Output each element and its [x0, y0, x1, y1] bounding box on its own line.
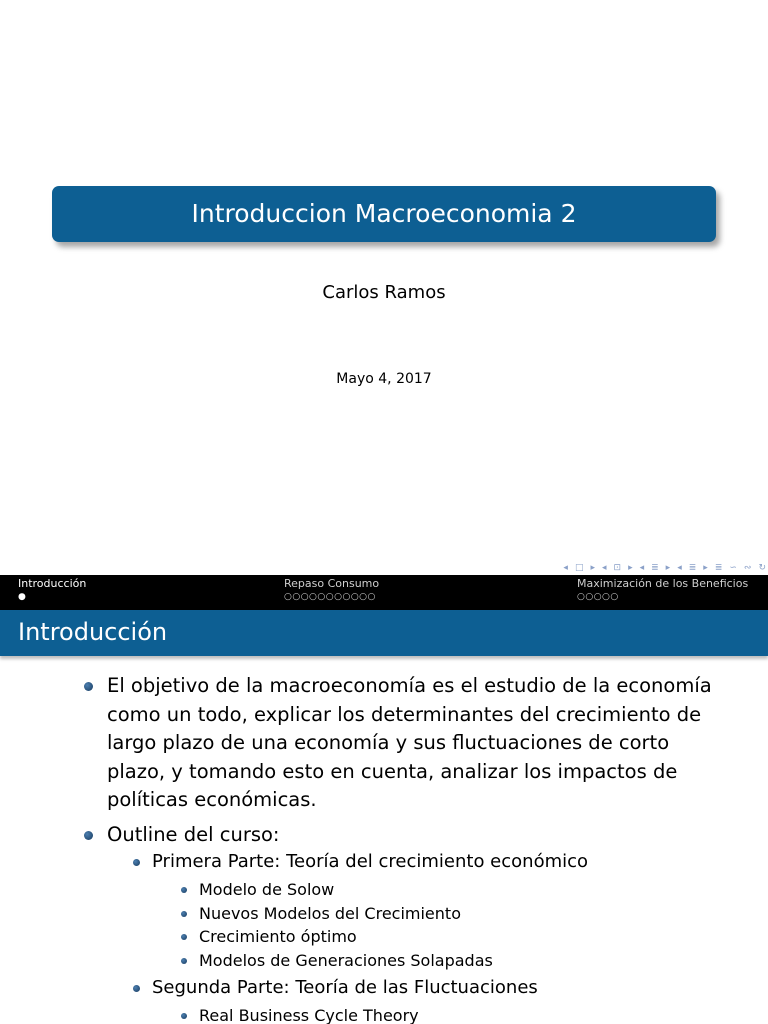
section-frame-dots[interactable]: ○○○○○ — [577, 592, 619, 602]
sub-list — [107, 849, 718, 1024]
search-icon[interactable]: ∾ — [743, 563, 752, 573]
bullet-icon — [181, 958, 187, 964]
section-frame-dots[interactable]: ○○○○○○○○○○○ — [284, 592, 376, 602]
section-label[interactable]: Repaso Consumo — [284, 577, 380, 590]
section-label[interactable]: Introducción — [18, 577, 87, 590]
list-item-text: Modelo de Solow — [199, 880, 335, 899]
bullet-icon — [133, 985, 140, 992]
nav-prev-section-icon[interactable]: ◂ — [639, 563, 645, 573]
document-icon[interactable]: ≣ — [688, 563, 697, 573]
list-item-text: Modelos de Generaciones Solapadas — [199, 950, 493, 970]
back-icon[interactable]: ∽ — [729, 563, 737, 573]
frame-icon[interactable]: □ — [574, 563, 584, 573]
nav-next-section-icon[interactable]: ▸ — [665, 563, 671, 573]
section-navigation-bar — [0, 575, 768, 610]
nav-prev-subsection-icon[interactable]: ◂ — [601, 563, 607, 573]
list-item — [0, 1004, 718, 1024]
beamer-navigation-symbols[interactable] — [470, 561, 766, 575]
nav-prev-frame-icon[interactable]: ◂ — [563, 563, 568, 573]
section-icon[interactable]: ≣ — [651, 563, 659, 573]
list-item-text: Segunda Parte: Teoría de las Fluctuaciones — [152, 977, 538, 998]
list-item-text: Crecimiento óptimo — [199, 927, 357, 946]
list-item — [0, 878, 718, 902]
list-item-text: Nuevos Modelos del Crecimiento — [199, 903, 461, 923]
section-frame-dots[interactable]: ● — [18, 592, 27, 602]
bullet-icon — [181, 934, 187, 940]
section-introduccion[interactable] — [18, 577, 86, 602]
list-item — [0, 949, 718, 973]
list-item-text: Real Business Cycle Theory — [199, 1006, 419, 1024]
bullet-icon — [84, 682, 93, 691]
list-item — [0, 975, 718, 1024]
bullet-icon — [84, 831, 93, 840]
author-name: Carlos Ramos — [322, 282, 446, 303]
appendix-icon[interactable]: ≣ — [714, 563, 723, 573]
nav-prev-doc-icon[interactable]: ◂ — [677, 563, 682, 573]
list-item-text: Primera Parte: Teoría del crecimiento económico — [152, 851, 589, 872]
sub-sub-list — [152, 878, 718, 972]
list-item — [0, 902, 718, 926]
bullet-icon — [133, 859, 140, 866]
list-item — [0, 925, 718, 949]
bullet-list — [0, 672, 768, 1024]
list-item-text: El objetivo de la macroeconomía es el estudio de la economía como un todo, explicar los determinantes del crecimiento de largo plazo de una economía y sus fluctuaciones de corto plazo, y tomando esto en cuenta, analizar los impactos de políticas económicas. — [107, 674, 712, 811]
section-repaso-consumo[interactable] — [284, 577, 379, 602]
presentation-title: Introduccion Macroeconomia 2 — [52, 186, 716, 242]
presentation-date: Mayo 4, 2017 — [336, 371, 432, 387]
subsection-icon[interactable]: ⊡ — [613, 563, 622, 573]
bullet-icon — [181, 911, 187, 917]
list-item — [0, 672, 768, 815]
slide-content — [0, 672, 768, 1024]
list-item — [0, 821, 768, 1024]
list-item — [0, 849, 718, 972]
nav-next-subsection-icon[interactable]: ▸ — [628, 563, 633, 573]
list-item-text: Outline del curso: — [107, 822, 280, 846]
section-maximizacion-beneficios[interactable] — [577, 577, 748, 602]
bullet-icon — [181, 887, 187, 893]
sub-sub-list — [152, 1004, 718, 1024]
forward-icon[interactable]: ↻ — [758, 563, 766, 573]
bullet-icon — [181, 1013, 187, 1019]
section-label[interactable]: Maximización de los Beneficios — [577, 577, 749, 590]
nav-next-doc-icon[interactable]: ▸ — [703, 563, 708, 573]
nav-next-frame-icon[interactable]: ▸ — [590, 563, 595, 573]
frame-title: Introducción — [0, 610, 768, 656]
